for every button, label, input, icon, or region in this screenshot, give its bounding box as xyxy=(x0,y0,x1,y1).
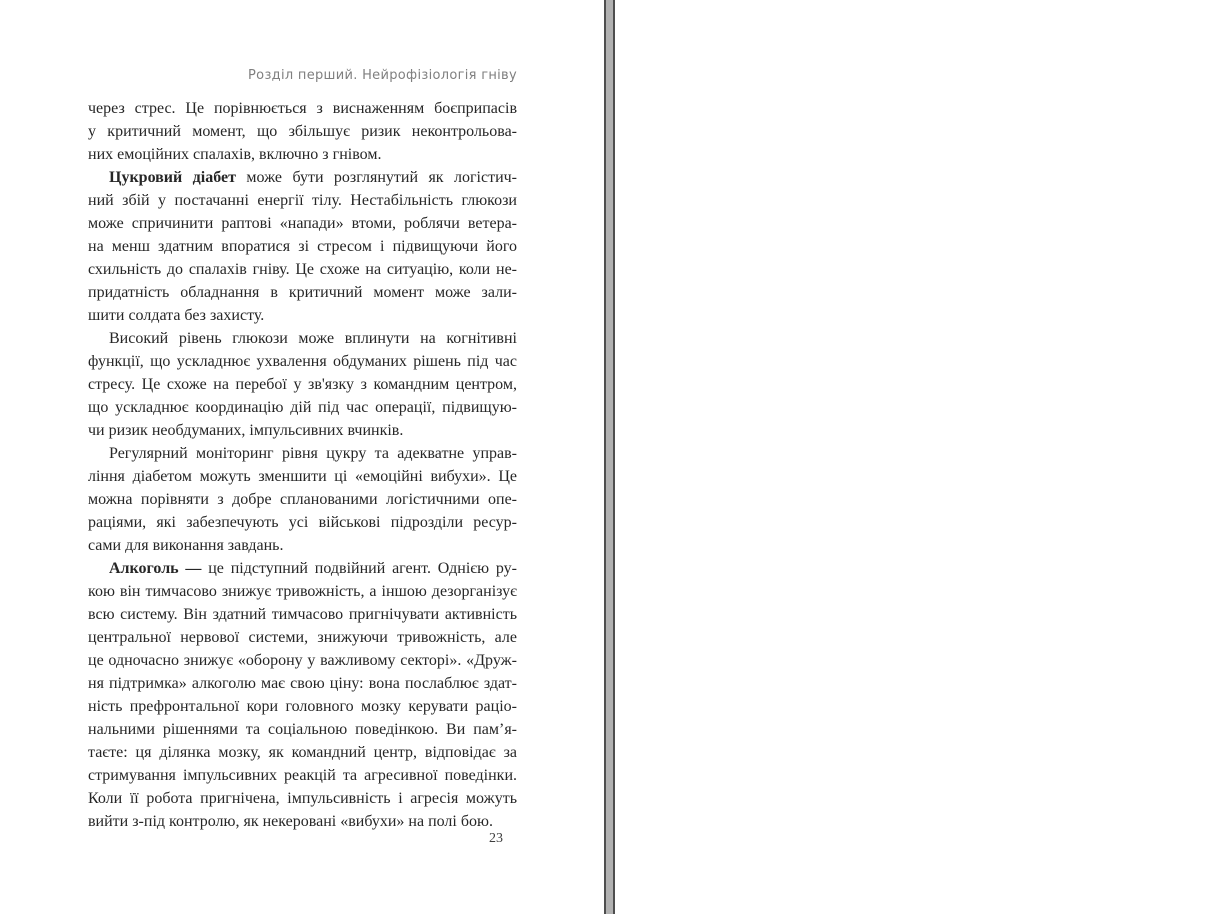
body-line: Регулярний моніторинг рівня цукру та адекватне управ- xyxy=(109,445,517,462)
body-line: сами для виконання завдань. xyxy=(88,537,284,554)
body-line: ність префронтальної кори головного мозку керувати раціо- xyxy=(88,698,517,715)
body-line: через стрес. Це порівнюється з виснаженням боєприпасів xyxy=(88,100,517,117)
body-line: схильність до спалахів гніву. Це схоже на ситуацію, коли не- xyxy=(88,261,517,278)
body-line: це одночасно знижує «оборону у важливому секторі». «Друж- xyxy=(88,652,517,669)
body-line: кою він тимчасово знижує тривожність, а іншою дезорганізує xyxy=(88,583,517,600)
body-line xyxy=(88,166,517,189)
body-line: ний збій у постачанні енергії тілу. Нестабільність глюкози xyxy=(88,192,517,209)
body-line: стресу. Це схоже на перебої у зв'язку з командним центром, xyxy=(88,376,517,393)
body-line: на менш здатним впоратися зі стресом і підвищуючи його xyxy=(88,238,517,255)
body-line: Високий рівень глюкози може вплинути на когнітивні xyxy=(109,330,517,347)
body-line: стримування імпульсивних реакцій та агресивної поведінки. xyxy=(88,767,517,784)
body-line: центральної нервової системи, знижуючи тривожність, але xyxy=(88,629,517,646)
body-line: чи ризик необдуманих, імпульсивних вчинків. xyxy=(88,422,404,439)
body-line: вийти з-під контролю, як некеровані «вибухи» на полі бою. xyxy=(88,813,493,830)
page-edge-divider xyxy=(604,0,615,914)
text-block xyxy=(88,97,517,833)
bold-lead: Цукровий діабет xyxy=(109,169,236,186)
body-line-text: може бути розглянутий як логістич- xyxy=(235,169,518,186)
body-line: може спричинити раптові «напади» втоми, роблячи ветера- xyxy=(88,215,517,232)
bold-lead: Алкоголь — xyxy=(109,560,202,577)
body-line: них емоційних спалахів, включно з гнівом. xyxy=(88,146,382,163)
body-line: всю систему. Він здатний тимчасово пригнічувати активність xyxy=(88,606,517,623)
book-page xyxy=(0,0,604,914)
body-line xyxy=(88,557,517,580)
body-line: ня підтримка» алкоголю має свою ціну: вона послаблює здат- xyxy=(88,675,517,692)
body-line: ління діабетом можуть зменшити ці «емоційні вибухи». Це xyxy=(88,468,517,485)
body-line: що ускладнює координацію дій під час операції, підвищую- xyxy=(88,399,517,416)
body-line: придатність обладнання в критичний момент може зали- xyxy=(88,284,517,301)
body-line: таєте: ця ділянка мозку, як командний центр, відповідає за xyxy=(88,744,517,761)
body-line: Коли її робота пригнічена, імпульсивність і агресія можуть xyxy=(88,790,517,807)
body-line: шити солдата без захисту. xyxy=(88,307,265,324)
body-line-text: це підступний подвійний агент. Однією ру- xyxy=(201,560,517,577)
body-line: раціями, які забезпечують усі військові підрозділи ресур- xyxy=(88,514,517,531)
body-line: функції, що ускладнює ухвалення обдуманих рішень під час xyxy=(88,353,517,370)
page-number: 23 xyxy=(489,831,503,846)
body-line: нальними рішеннями та соціальною поведінкою. Ви пам’я- xyxy=(88,721,517,738)
body-line: можна порівняти з добре спланованими логістичними опе- xyxy=(88,491,517,508)
body-line: у критичний момент, що збільшує ризик неконтрольова- xyxy=(88,123,517,140)
running-head: Розділ перший. Нейрофізіологія гніву xyxy=(248,68,517,83)
